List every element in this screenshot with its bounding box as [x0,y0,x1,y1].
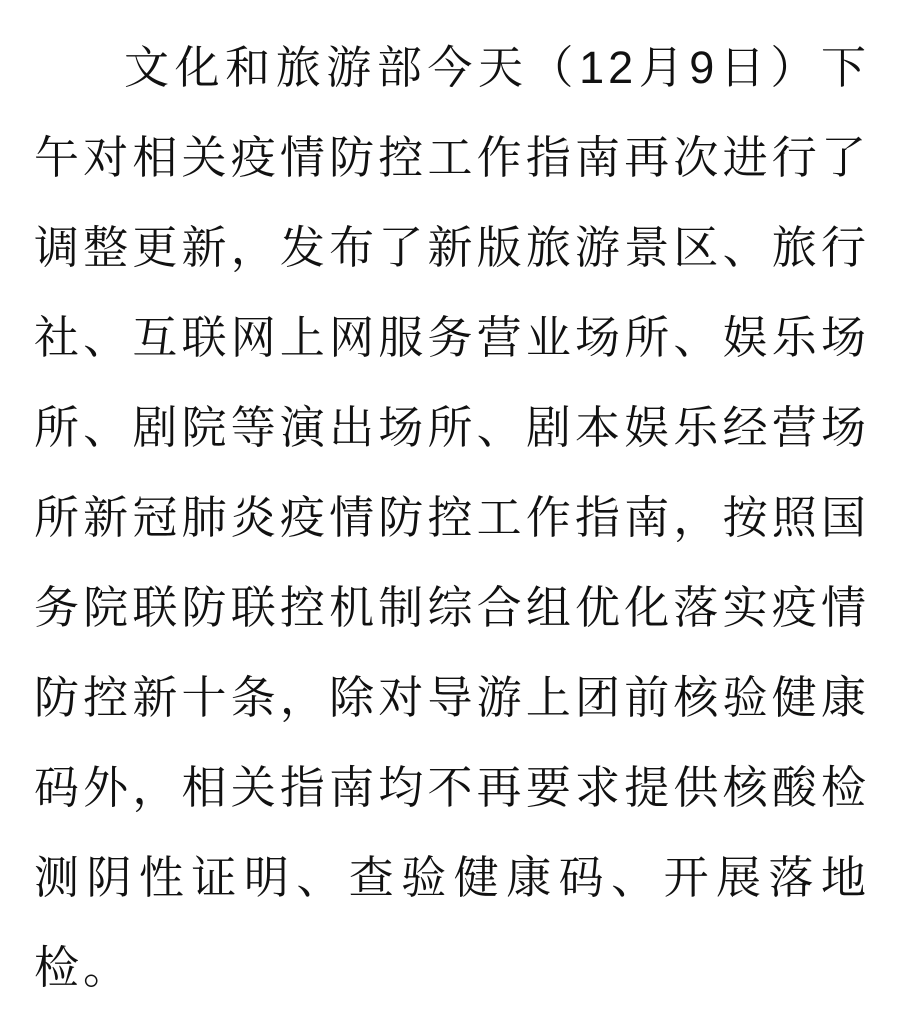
article-paragraph: 文化和旅游部今天（12月9日）下午对相关疫情防控工作指南再次进行了调整更新，发布了新版旅游景区、旅行社、互联网上网服务营业场所、娱乐场所、剧院等演出场所、剧本娱乐经营场所新冠肺炎疫情防控工作指南，按照国务院联防联控机制综合组优化落实疫情防控新十条，除对导游上团前核验健康码外，相关指南均不再要求提供核酸检测阴性证明、查验健康码、开展落地检。 [34,42,870,993]
